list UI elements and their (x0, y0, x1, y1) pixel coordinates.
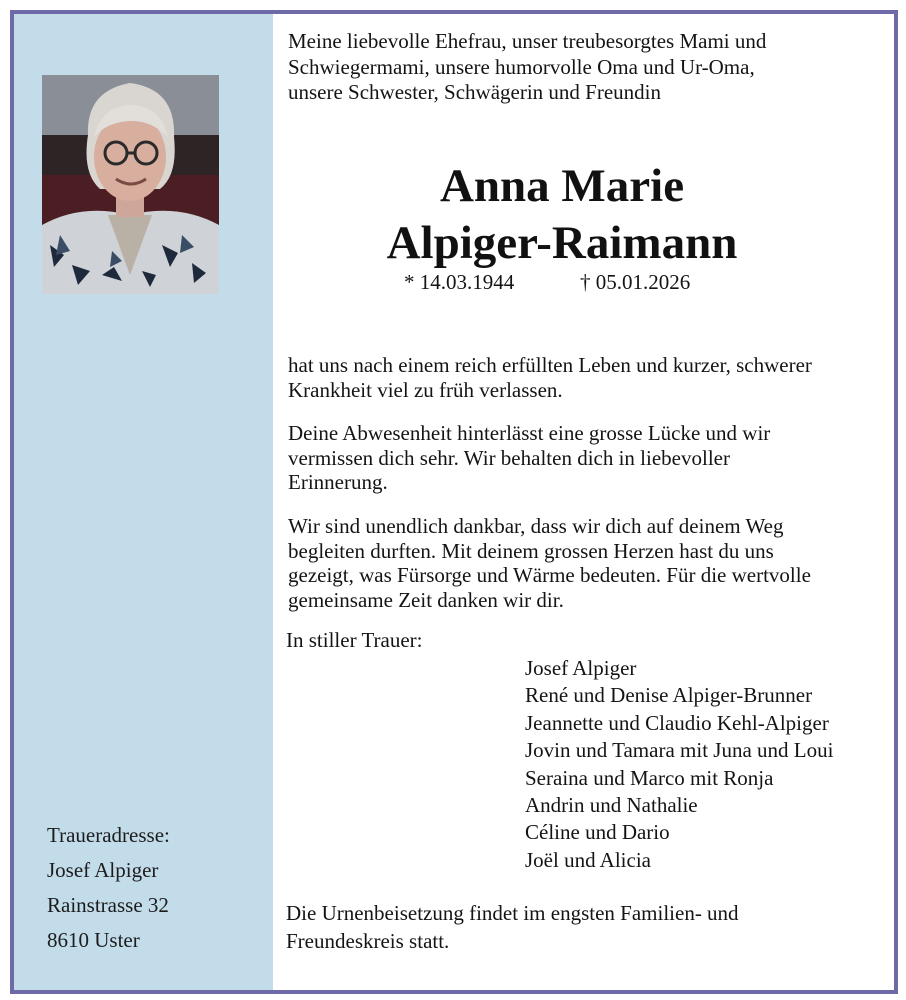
deceased-first-names: Anna Marie (439, 160, 685, 212)
mourner-name: Andrin und Nathalie (525, 793, 698, 818)
address-name: Josef Alpiger (47, 858, 159, 882)
address-city: 8610 Uster (47, 928, 140, 952)
paragraph-line: gezeigt, was Fürsorge und Wärme bedeuten. Für die wertvolle (288, 563, 811, 587)
closing-line: Freundeskreis statt. (286, 928, 450, 953)
mourner-name: Seraina und Marco mit Ronja (525, 765, 774, 790)
paragraph-line: begleiten durften. Mit deinem grossen Herzen hast du uns (288, 538, 774, 563)
portrait-photo (42, 75, 219, 294)
paragraph-line: Wir sind unendlich dankbar, dass wir dich auf deinem Weg (288, 514, 784, 538)
burial-notice (286, 900, 846, 955)
mourners-list (525, 655, 885, 874)
paragraph-line: Krankheit viel zu früh verlassen. (288, 377, 563, 402)
paragraph-line: hat uns nach einem reich erfüllten Leben und kurzer, schwerer (288, 353, 812, 377)
paragraph-farewell (288, 353, 888, 402)
mourner-name: Céline und Dario (525, 820, 670, 845)
sidebar-panel (14, 14, 273, 990)
death-date: † 05.01.2026 (580, 270, 691, 294)
intro-line: Meine liebevolle Ehefrau, unser treubesorgtes Mami und (288, 29, 767, 53)
address-street: Rainstrasse 32 (47, 893, 169, 917)
mourner-name: Josef Alpiger (525, 656, 637, 680)
closing-line: Die Urnenbeisetzung findet im engsten Familien- und (286, 901, 739, 925)
mourning-label: In stiller Trauer: (286, 628, 423, 652)
obituary-frame (10, 10, 898, 994)
paragraph-line: Erinnerung. (288, 470, 388, 494)
paragraph-absence (288, 421, 888, 495)
paragraph-line: Deine Abwesenheit hinterlässt eine grosse Lücke und wir (288, 421, 771, 445)
intro-line: unsere Schwester, Schwägerin und Freundin (288, 80, 661, 104)
address-label: Traueradresse: (47, 823, 170, 847)
deceased-name (288, 158, 836, 272)
paragraph-gratitude (288, 514, 888, 612)
mourner-name: Jeannette und Claudio Kehl-Alpiger (525, 710, 829, 735)
mourner-name: Joël und Alicia (525, 847, 651, 872)
paragraph-line: gemeinsame Zeit danken wir dir. (288, 587, 564, 612)
intro-text (288, 29, 878, 106)
mourner-name: René und Denise Alpiger-Brunner (525, 683, 813, 708)
intro-line: Schwiegermami, unsere humorvolle Oma und Ur-Oma, (288, 54, 755, 79)
paragraph-line: vermissen dich sehr. Wir behalten dich in liebevoller (288, 445, 730, 470)
mourning-address (47, 818, 257, 958)
mourner-name: Jovin und Tamara mit Juna und Loui (525, 738, 834, 763)
deceased-surname: Alpiger-Raimann (386, 217, 738, 269)
birth-date: * 14.03.1944 (404, 270, 515, 294)
